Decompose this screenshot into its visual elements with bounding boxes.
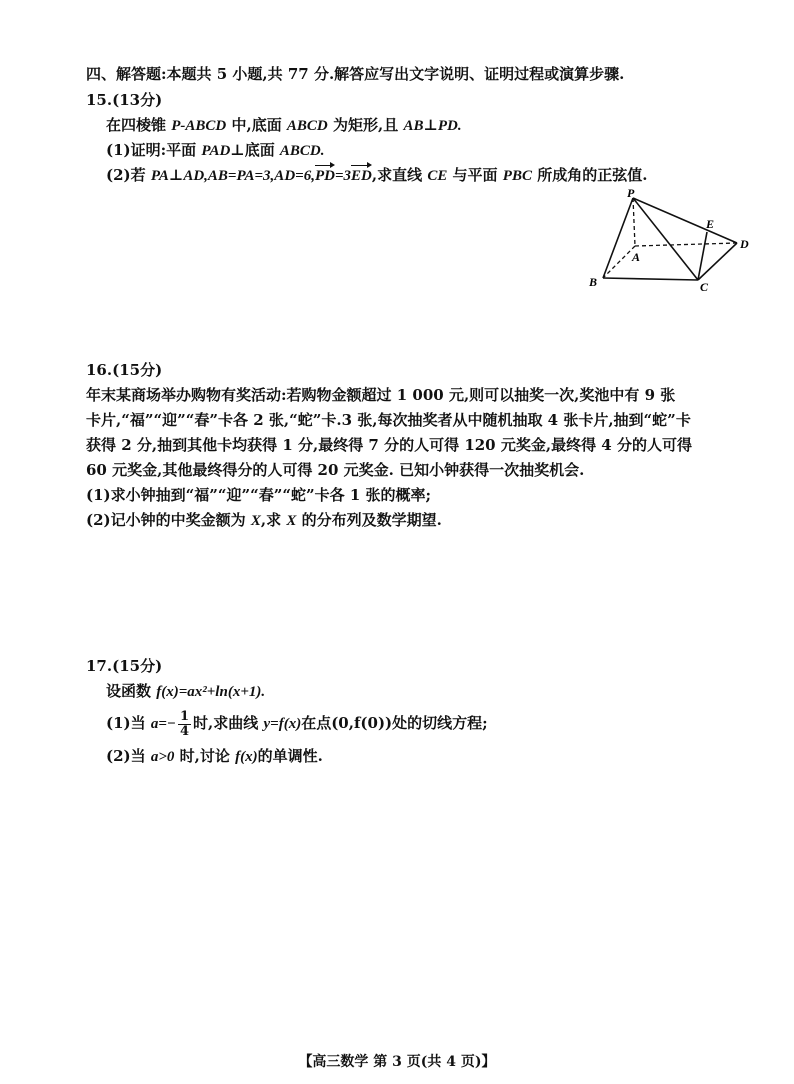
q16-line4: 60 元奖金,其他最终得分的人可得 20 元奖金. 已知小钟获得一次抽奖机会.	[86, 461, 585, 479]
label-d: D	[740, 237, 749, 251]
q16-line2: 卡片,“福”“迎”“春”卡各 2 张,“蛇”卡.3 张,每次抽奖者从中随机抽取 4 张卡片,抽到“蛇”卡	[86, 411, 691, 429]
edge-pd	[633, 198, 737, 243]
q17-part2: (2)当 a>0 时,讨论 f(x)的单调性.	[106, 747, 323, 765]
label-a: A	[632, 250, 641, 264]
q16-number: 16.(15分)	[86, 361, 163, 379]
label-b: B	[589, 275, 598, 289]
q15-number: 15.(13分)	[86, 91, 163, 109]
q17-stem: 设函数 f(x)=ax²+ln(x+1).	[106, 682, 266, 700]
q16-line1: 年末某商场举办购物有奖活动:若购物金额超过 1 000 元,则可以抽奖一次,奖池中有 9 张	[86, 386, 676, 404]
edge-ad-hidden	[635, 243, 737, 246]
pyramid-figure	[583, 188, 763, 298]
edge-bc	[603, 278, 698, 280]
section-heading: 四、解答题:本题共 5 小题,共 77 分.解答应写出文字说明、证明过程或演算步骤.	[86, 65, 625, 83]
vector-pd: PD	[314, 168, 335, 184]
q17-part1: (1)当 a=− $\frac{1}{4}$ 时,求曲线 y=f(x)在点(0,f(0))处的切线方程;	[106, 708, 488, 739]
fraction-one-quarter: $\frac{1}{4}$	[180, 708, 190, 739]
q16-part1: (1)求小钟抽到“福”“迎”“春”“蛇”卡各 1 张的概率;	[86, 486, 432, 504]
vector-ed: ED	[351, 168, 372, 184]
edge-pa-hidden	[633, 198, 635, 246]
q15-part1: (1)证明:平面 PAD⊥底面 ABCD.	[106, 141, 325, 159]
page-footer: 【高三数学 第 3 页(共 4 页)】	[298, 1054, 496, 1070]
q15-part2: (2)若 PA⊥AD,AB=PA=3,AD=6,PD=3ED,求直线 CE 与平面 PBC 所成角的正弦值.	[106, 166, 648, 184]
label-e: E	[706, 217, 715, 231]
q16-part2: (2)记小钟的中奖金额为 X,求 X 的分布列及数学期望.	[86, 511, 442, 529]
edge-ab-hidden	[603, 246, 635, 278]
q16-line3: 获得 2 分,抽到其他卡均获得 1 分,最终得 7 分的人可得 120 元奖金,最终得 4 分的人可得	[86, 436, 692, 454]
label-p: P	[627, 188, 635, 200]
label-c: C	[700, 280, 709, 294]
q15-stem: 在四棱锥 P-ABCD 中,底面 ABCD 为矩形,且 AB⊥PD.	[106, 116, 462, 134]
q17-number: 17.(15分)	[86, 657, 163, 675]
edge-pb	[603, 198, 633, 278]
edge-pc	[633, 198, 698, 280]
